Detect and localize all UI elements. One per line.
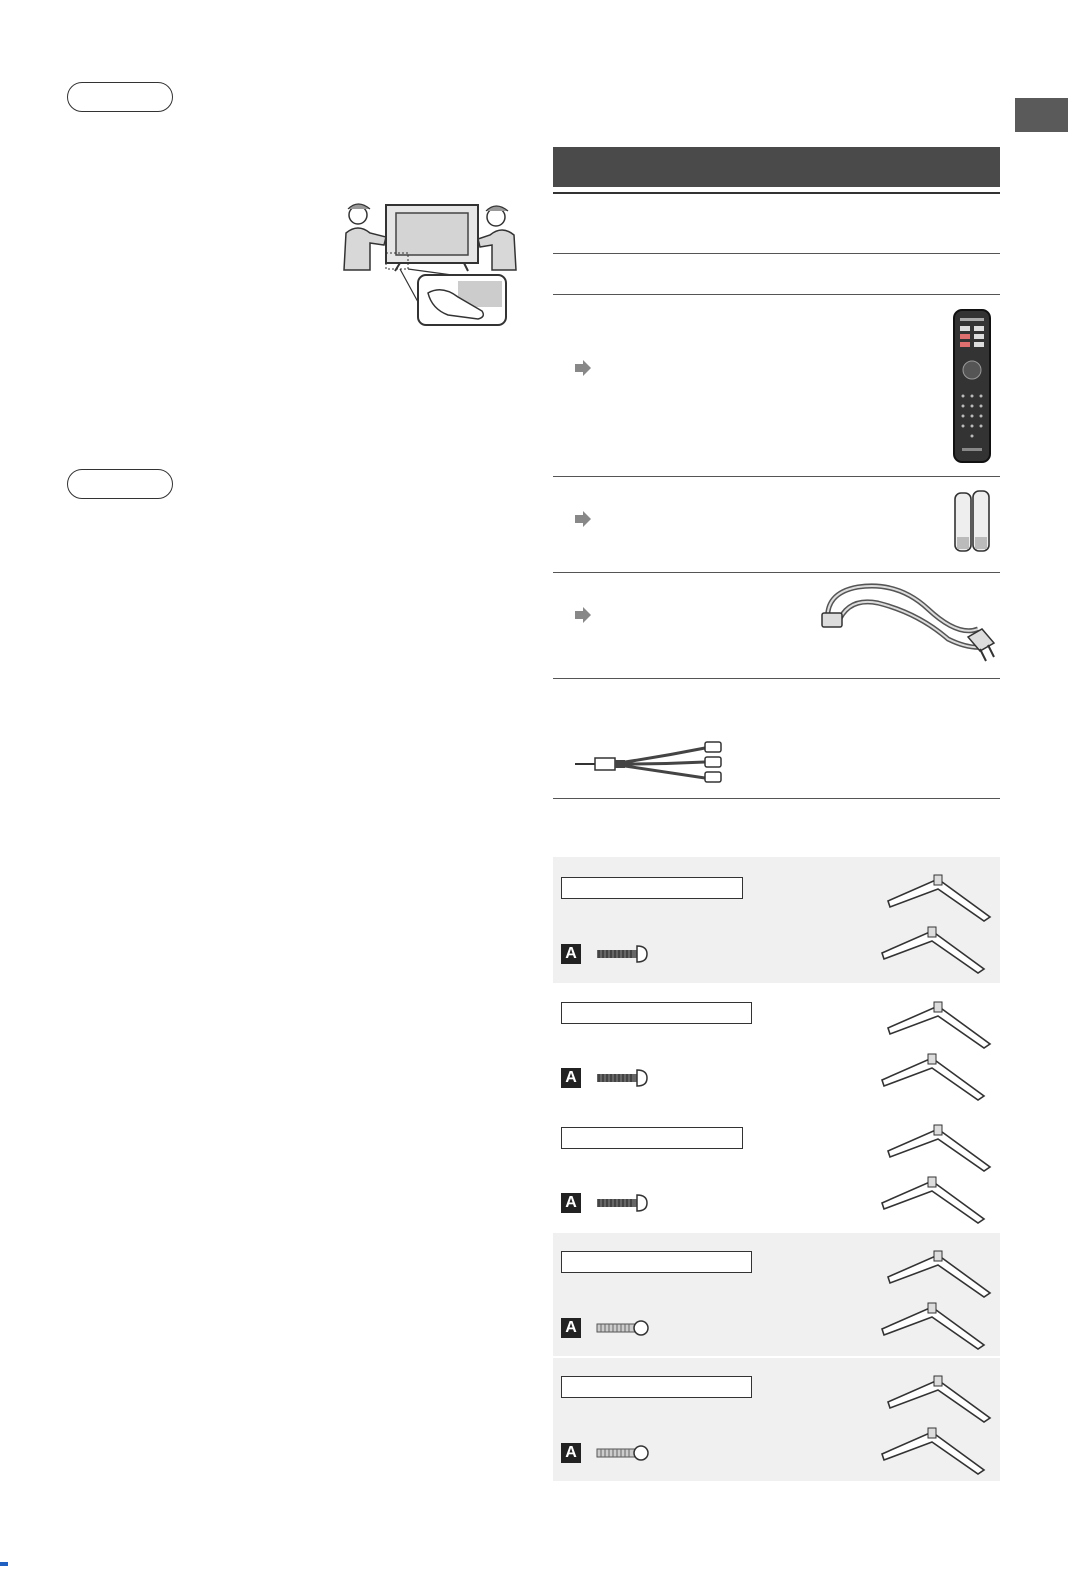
table-rule: [553, 798, 1000, 799]
stand-group: [553, 1233, 1000, 1356]
page-corner-mark: [0, 1562, 8, 1566]
power-cord-icon: [818, 583, 998, 669]
stand-group: [553, 1109, 1000, 1231]
arrow-icon: [573, 607, 593, 623]
stand-legs-icon: [880, 1372, 994, 1476]
screw-icon: [595, 1443, 649, 1463]
screw-icon: [595, 944, 649, 964]
arrow-icon: [573, 511, 593, 527]
av-cable-icon: [573, 736, 733, 788]
screw-badge: A: [561, 1318, 581, 1338]
model-label-box: [561, 1251, 752, 1273]
stand-legs-icon: [880, 998, 994, 1102]
arrow-icon: [573, 360, 593, 376]
model-label-box: [561, 1127, 743, 1149]
note-label-box-2: [67, 469, 173, 499]
table-rule: [553, 294, 1000, 295]
screw-badge: A: [561, 1068, 581, 1088]
screw-icon: [595, 1193, 649, 1213]
screw-badge: A: [561, 1193, 581, 1213]
screw-icon: [595, 1318, 649, 1338]
model-label-box: [561, 877, 743, 899]
table-rule: [553, 476, 1000, 477]
section-header-bar: [553, 147, 1000, 187]
batteries-icon: [953, 489, 993, 555]
stand-legs-icon: [880, 871, 994, 975]
carrying-tv-illustration: [340, 195, 520, 330]
table-rule: [553, 253, 1000, 254]
screw-icon: [595, 1068, 649, 1088]
stand-group: [553, 984, 1000, 1108]
chapter-tab: [1015, 98, 1068, 132]
stand-group: [553, 857, 1000, 983]
screw-badge: A: [561, 944, 581, 964]
table-rule: [553, 192, 1000, 194]
model-label-box: [561, 1002, 752, 1024]
model-label-box: [561, 1376, 752, 1398]
remote-icon: [952, 308, 992, 464]
stand-legs-icon: [880, 1121, 994, 1225]
table-rule: [553, 572, 1000, 573]
table-rule: [553, 678, 1000, 679]
screw-badge: A: [561, 1443, 581, 1463]
stand-group: [553, 1358, 1000, 1481]
note-label-box: [67, 82, 173, 112]
stand-legs-icon: [880, 1247, 994, 1351]
